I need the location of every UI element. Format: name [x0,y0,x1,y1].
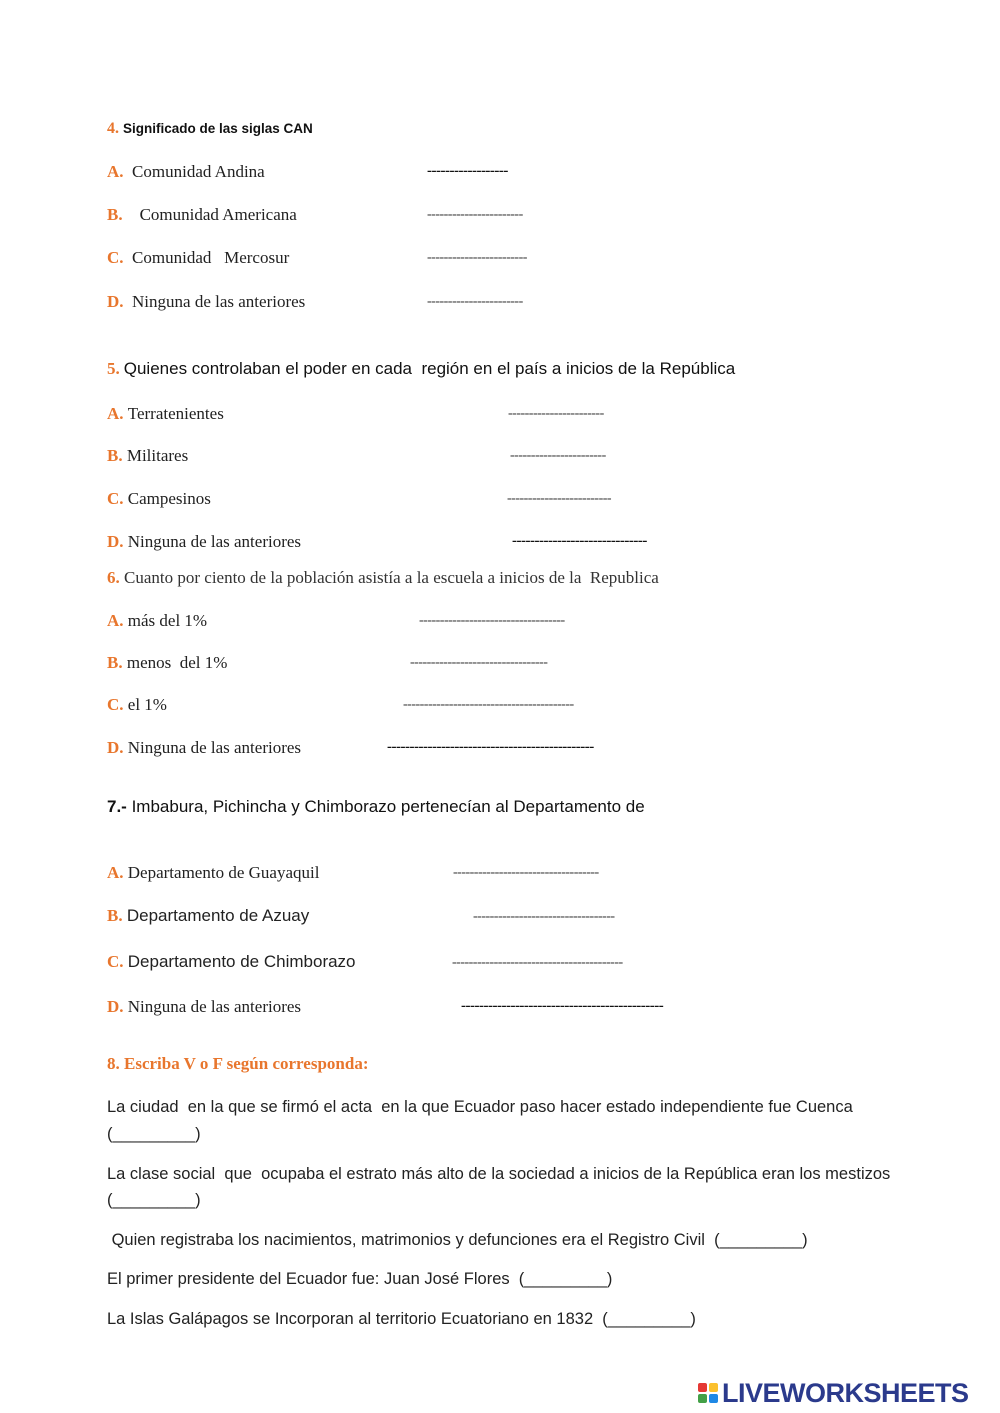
q7-title [107,797,645,817]
q5-option-c: C. Campesinos [107,489,211,508]
q8-statement-5[interactable]: La Islas Galápagos se Incorporan al territorio Ecuatoriano en 1832 (_________) [107,1310,696,1328]
q7-number: 7.- [107,797,127,816]
q7-title-text: Imbabura, Pichincha y Chimborazo pertenecían al Departamento de [131,797,645,816]
q4-title [107,120,313,138]
q7-option-b: B. Departamento de Azuay [107,906,310,925]
q5-answer-line-d[interactable]: ------------------------------ [512,533,647,549]
q5-option-b: B. Militares [107,446,189,465]
q6-answer-line-d[interactable]: ---------------------------------------------- [387,739,594,755]
q4-title-text: Significado de las siglas CAN [123,121,313,136]
q6-title-text: Cuanto por ciento de la población asistía a la escuela a inicios de la Republica [124,568,659,587]
q4-answer-line-b[interactable]: ----------------------- [427,207,523,222]
q6-answer-line-b[interactable]: --------------------------------- [410,655,548,670]
q5-option-a: A. Terratenientes [107,404,224,423]
q5-answer-line-c[interactable]: ------------------------- [507,491,612,506]
q5-number: 5. [107,359,120,378]
q7-answer-line-c[interactable]: ----------------------------------------- [452,955,623,970]
q7-option-d: D. Ninguna de las anteriores [107,997,302,1016]
q8-answer-blank-2[interactable]: (_________) [107,1191,201,1209]
q8-statement-2: La clase social que ocupaba el estrato más alto de la sociedad a inicios de la República eran los mestizos [107,1165,891,1183]
q4-answer-line-c[interactable]: ------------------------ [427,250,527,265]
q4-answer-line-d[interactable]: ----------------------- [427,294,523,309]
q5-option-d: D. Ninguna de las anteriores [107,532,302,551]
liveworksheets-logo-icon [698,1383,718,1403]
q7-option-a: A. Departamento de Guayaquil [107,863,320,882]
q5-answer-line-a[interactable]: ----------------------- [508,406,604,421]
q5-answer-line-b[interactable]: ----------------------- [510,448,606,463]
logo-square-blue [709,1394,718,1403]
q5-title-text: Quienes controlaban el poder en cada región en el país a inicios de la República [123,359,736,378]
q5-title [107,359,735,379]
q4-option-b: B. Comunidad Americana [107,205,297,224]
q8-statement-3[interactable]: Quien registraba los nacimientos, matrimonios y defunciones era el Registro Civil (_________) [107,1231,808,1249]
q6-option-d: D. Ninguna de las anteriores [107,738,302,757]
q6-title [107,568,659,588]
q6-answer-line-a[interactable]: ----------------------------------- [419,613,565,628]
q4-number: 4. [107,120,119,137]
q8-answer-blank-1[interactable]: (_________) [107,1125,201,1143]
q7-answer-line-a[interactable]: ----------------------------------- [453,865,599,880]
q7-option-c: C. Departamento de Chimborazo [107,952,356,971]
q6-answer-line-c[interactable]: ----------------------------------------- [403,697,574,712]
q6-option-c: C. el 1% [107,695,167,714]
logo-square-red [698,1383,707,1392]
q7-answer-line-d[interactable]: --------------------------------------------- [461,998,664,1014]
q8-statement-1: La ciudad en la que se firmó el acta en la que Ecuador paso hacer estado independiente fue Cuenca [107,1098,853,1116]
logo-square-green [698,1394,707,1403]
q8-title: 8. Escriba V o F según corresponda: [107,1054,369,1073]
q6-option-a: A. más del 1% [107,611,208,630]
liveworksheets-brand: LIVEWORKSHEETS [722,1377,969,1408]
q4-answer-line-a[interactable]: ------------------ [427,163,508,179]
liveworksheets-logo [698,1378,969,1408]
q6-option-b: B. menos del 1% [107,653,228,672]
q4-option-d: D. Ninguna de las anteriores [107,292,306,311]
q4-option-a: A. Comunidad Andina [107,162,265,181]
q4-option-c: C. Comunidad Mercosur [107,248,290,267]
logo-square-yellow [709,1383,718,1392]
q8-statement-4[interactable]: El primer presidente del Ecuador fue: Juan José Flores (_________) [107,1270,613,1288]
q7-answer-line-b[interactable]: ---------------------------------- [473,909,615,924]
q6-number: 6. [107,568,120,587]
